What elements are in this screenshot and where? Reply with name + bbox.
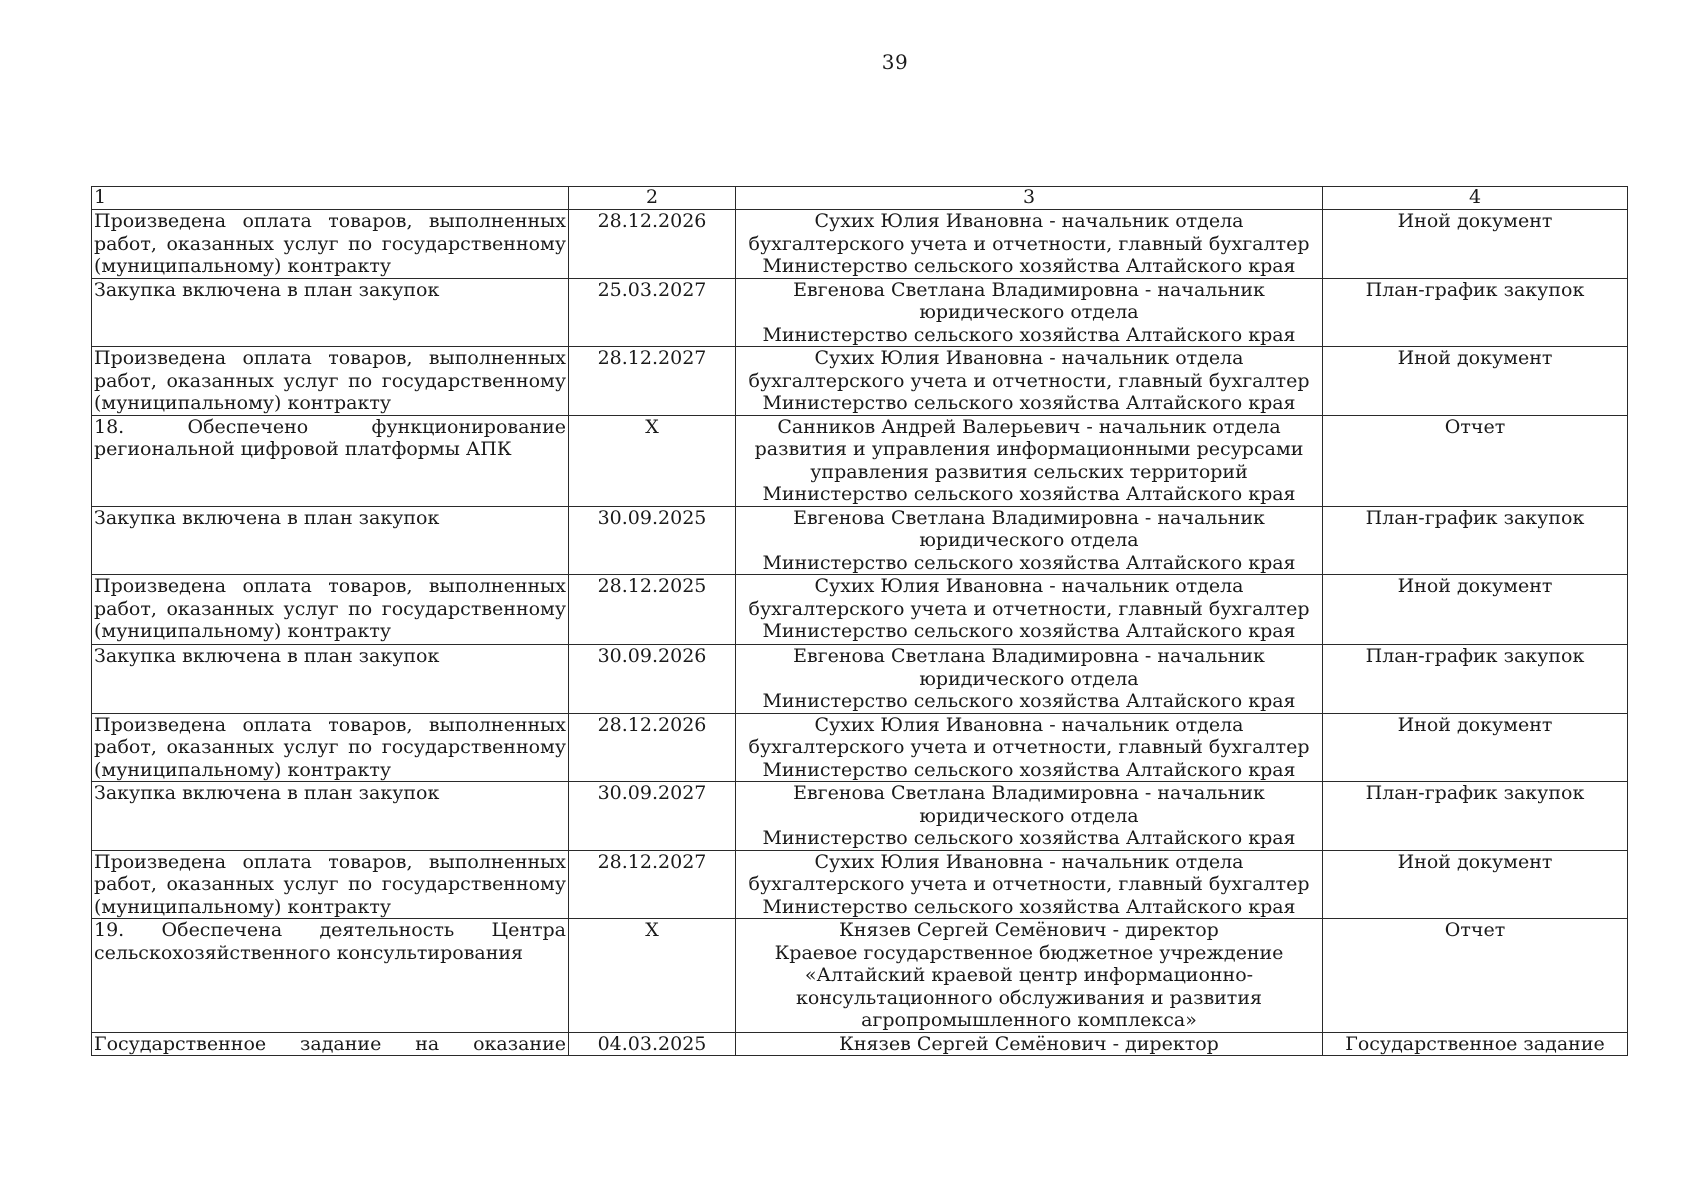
cell-date: X bbox=[569, 919, 736, 1033]
responsible-line: Министерство сельского хозяйства Алтайского края bbox=[762, 758, 1296, 781]
responsible-line: бухгалтерского учета и отчетности, главный бухгалтер bbox=[748, 736, 1310, 758]
table-row bbox=[92, 415, 1628, 506]
responsible-line: Санников Андрей Валерьевич - начальник отдела bbox=[777, 415, 1281, 438]
column-header-3: 3 bbox=[736, 187, 1323, 210]
cell-date: 28.12.2025 bbox=[569, 575, 736, 645]
responsible-line: Министерство сельского хозяйства Алтайского края bbox=[762, 323, 1296, 346]
responsible-line: Сухих Юлия Ивановна - начальник отдела bbox=[814, 575, 1244, 597]
table-row bbox=[92, 713, 1628, 782]
page-number: 39 bbox=[881, 50, 909, 74]
responsible-line: Евгенова Светлана Владимировна - начальник bbox=[793, 782, 1265, 804]
cell-result: 18. Обеспечено функционирование региональной цифровой платформы АПК bbox=[92, 415, 569, 506]
responsible-line: консультационного обслуживания и развития bbox=[796, 986, 1262, 1009]
table-row bbox=[92, 210, 1628, 279]
cell-responsible bbox=[736, 347, 1323, 416]
responsible-line: Сухих Юлия Ивановна - начальник отдела bbox=[814, 850, 1244, 873]
responsible-line: Сухих Юлия Ивановна - начальник отдела bbox=[814, 347, 1244, 369]
table-row bbox=[92, 919, 1628, 1033]
cell-responsible bbox=[736, 713, 1323, 782]
responsible-line: бухгалтерского учета и отчетности, главный бухгалтер bbox=[748, 597, 1310, 620]
table-row bbox=[92, 850, 1628, 919]
cell-result: Произведена оплата товаров, выполненных работ, оказанных услуг по государственному (муниципальному) контракту bbox=[92, 575, 569, 645]
cell-document-type: Отчет bbox=[1323, 919, 1628, 1033]
cell-date: 28.12.2026 bbox=[569, 210, 736, 279]
cell-date: 30.09.2025 bbox=[569, 506, 736, 575]
responsible-line: юридического отдела bbox=[919, 529, 1139, 551]
responsible-line: Министерство сельского хозяйства Алтайского края bbox=[762, 827, 1296, 849]
responsible-line: Князев Сергей Семёнович - директор bbox=[839, 1032, 1219, 1055]
table-row bbox=[92, 1032, 1628, 1056]
cell-document-type: Отчет bbox=[1323, 415, 1628, 506]
cell-responsible bbox=[736, 850, 1323, 919]
responsible-line: Сухих Юлия Ивановна - начальник отдела bbox=[814, 713, 1244, 736]
cell-date: 28.12.2027 bbox=[569, 347, 736, 416]
cell-responsible bbox=[736, 575, 1323, 645]
responsible-line: бухгалтерского учета и отчетности, главный бухгалтер bbox=[748, 369, 1310, 392]
table-body bbox=[92, 210, 1628, 1056]
responsible-line: Министерство сельского хозяйства Алтайского края bbox=[762, 620, 1296, 642]
table-row bbox=[92, 645, 1628, 714]
responsible-line: Князев Сергей Семёнович - директор bbox=[839, 919, 1219, 941]
cell-responsible bbox=[736, 278, 1323, 347]
cell-date: 28.12.2027 bbox=[569, 850, 736, 919]
cell-result: Произведена оплата товаров, выполненных работ, оказанных услуг по государственному (муниципальному) контракту bbox=[92, 713, 569, 782]
cell-date: 25.03.2027 bbox=[569, 278, 736, 347]
responsible-line: бухгалтерского учета и отчетности, главный бухгалтер bbox=[748, 232, 1310, 255]
cell-document-type: План-график закупок bbox=[1323, 782, 1628, 851]
cell-document-type: Иной документ bbox=[1323, 850, 1628, 919]
responsible-line: Министерство сельского хозяйства Алтайского края bbox=[762, 483, 1296, 505]
cell-result: Закупка включена в план закупок bbox=[92, 506, 569, 575]
table-row bbox=[92, 278, 1628, 347]
responsible-line: Министерство сельского хозяйства Алтайского края bbox=[762, 392, 1296, 414]
responsible-line: Министерство сельского хозяйства Алтайского края bbox=[762, 895, 1296, 918]
cell-document-type: План-график закупок bbox=[1323, 506, 1628, 575]
responsible-line: «Алтайский краевой центр информационно- bbox=[804, 964, 1254, 986]
cell-result: Закупка включена в план закупок bbox=[92, 782, 569, 851]
column-header-1: 1 bbox=[92, 187, 569, 210]
responsible-line: развития и управления информационными ресурсами bbox=[754, 438, 1304, 460]
table-row bbox=[92, 575, 1628, 645]
cell-document-type: Иной документ bbox=[1323, 347, 1628, 416]
cell-responsible bbox=[736, 415, 1323, 506]
responsible-line: Министерство сельского хозяйства Алтайского края bbox=[762, 690, 1296, 712]
responsible-line: Министерство сельского хозяйства Алтайского края bbox=[762, 551, 1296, 574]
cell-result: Произведена оплата товаров, выполненных работ, оказанных услуг по государственному (муниципальному) контракту bbox=[92, 347, 569, 416]
cell-document-type: План-график закупок bbox=[1323, 278, 1628, 347]
cell-result: Государственное задание на оказание bbox=[92, 1032, 569, 1056]
responsible-line: Краевое государственное бюджетное учреждение bbox=[774, 941, 1284, 964]
cell-document-type: Государственное задание bbox=[1323, 1032, 1628, 1056]
cell-date: 30.09.2026 bbox=[569, 645, 736, 714]
table-header-row bbox=[92, 187, 1628, 210]
cell-document-type: План-график закупок bbox=[1323, 645, 1628, 714]
responsible-line: юридического отдела bbox=[919, 804, 1139, 827]
cell-document-type: Иной документ bbox=[1323, 575, 1628, 645]
responsible-line: Евгенова Светлана Владимировна - начальник bbox=[793, 278, 1265, 301]
responsible-line: агропромышленного комплекса» bbox=[861, 1009, 1197, 1031]
cell-result: 19. Обеспечена деятельность Центра сельскохозяйственного консультирования bbox=[92, 919, 569, 1033]
cell-responsible bbox=[736, 506, 1323, 575]
cell-document-type: Иной документ bbox=[1323, 713, 1628, 782]
cell-responsible bbox=[736, 919, 1323, 1033]
responsible-line: Министерство сельского хозяйства Алтайского края bbox=[762, 255, 1296, 277]
table-row bbox=[92, 782, 1628, 851]
cell-result: Произведена оплата товаров, выполненных работ, оказанных услуг по государственному (муниципальному) контракту bbox=[92, 210, 569, 279]
cell-document-type: Иной документ bbox=[1323, 210, 1628, 279]
column-header-4: 4 bbox=[1323, 187, 1628, 210]
responsible-line: юридического отдела bbox=[919, 667, 1139, 690]
table-row bbox=[92, 506, 1628, 575]
cell-date: 30.09.2027 bbox=[569, 782, 736, 851]
plan-table bbox=[91, 186, 1628, 1056]
responsible-line: Сухих Юлия Ивановна - начальник отдела bbox=[814, 210, 1244, 232]
cell-date: 04.03.2025 bbox=[569, 1032, 736, 1056]
responsible-line: юридического отдела bbox=[919, 301, 1139, 323]
responsible-line: Евгенова Светлана Владимировна - начальник bbox=[793, 645, 1265, 667]
cell-result: Произведена оплата товаров, выполненных работ, оказанных услуг по государственному (муниципальному) контракту bbox=[92, 850, 569, 919]
responsible-line: управления развития сельских территорий bbox=[810, 460, 1248, 483]
cell-responsible bbox=[736, 210, 1323, 279]
cell-result: Закупка включена в план закупок bbox=[92, 278, 569, 347]
table-row bbox=[92, 347, 1628, 416]
column-header-2: 2 bbox=[569, 187, 736, 210]
cell-responsible bbox=[736, 782, 1323, 851]
responsible-line: Евгенова Светлана Владимировна - начальник bbox=[793, 506, 1265, 529]
cell-responsible bbox=[736, 1032, 1323, 1056]
cell-result: Закупка включена в план закупок bbox=[92, 645, 569, 714]
cell-date: X bbox=[569, 415, 736, 506]
cell-date: 28.12.2026 bbox=[569, 713, 736, 782]
responsible-line: бухгалтерского учета и отчетности, главный бухгалтер bbox=[748, 873, 1310, 895]
cell-responsible bbox=[736, 645, 1323, 714]
